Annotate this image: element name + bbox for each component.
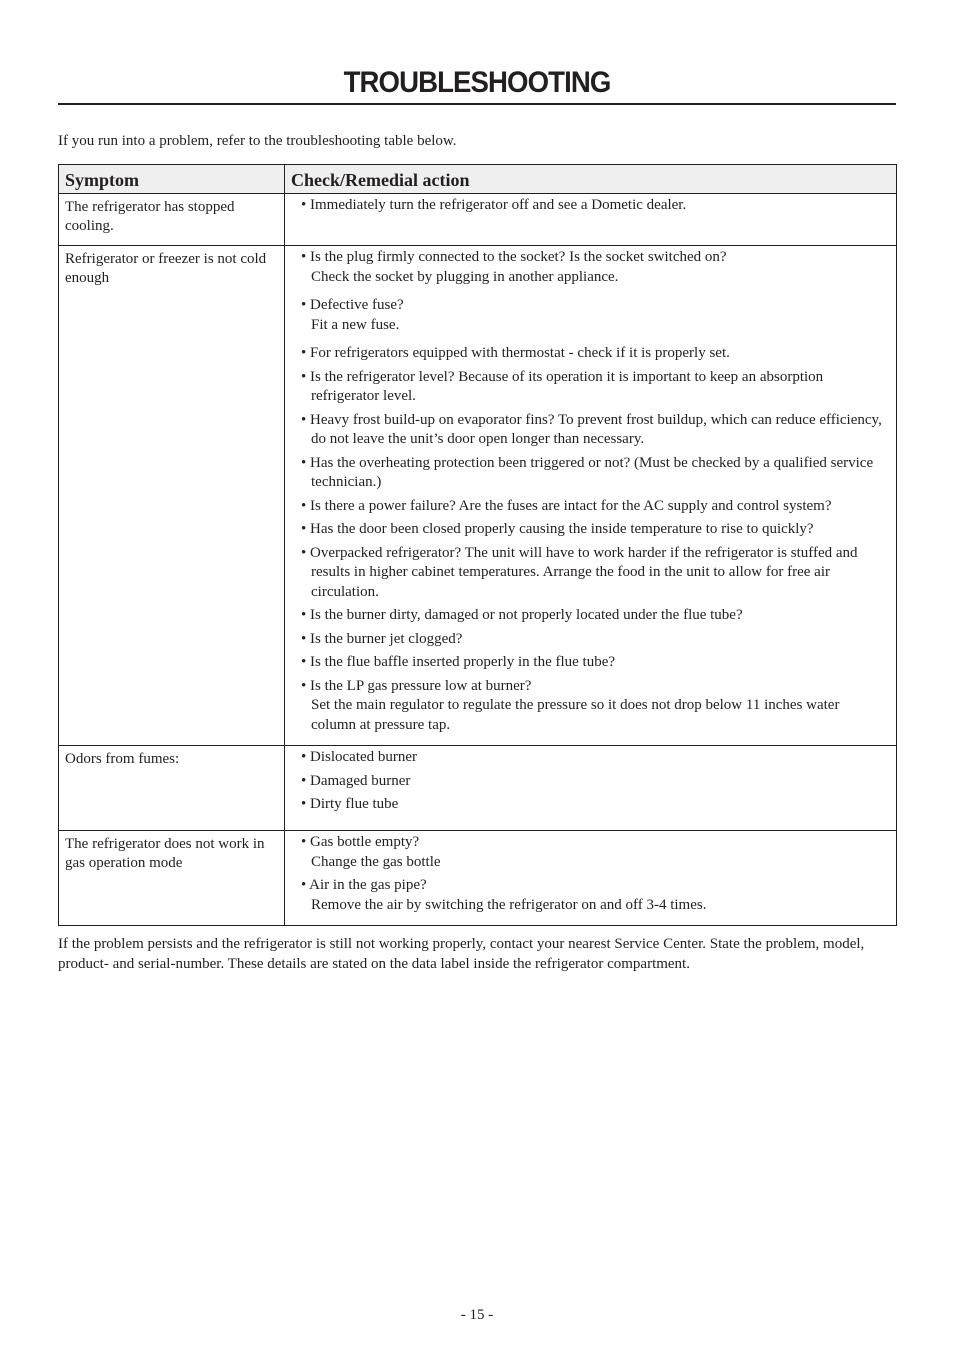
symptom-cell: The refrigerator has stopped cooling. — [59, 194, 285, 246]
action-column-header: Check/Remedial action — [285, 165, 897, 194]
action-item: • Dislocated burner — [301, 749, 418, 765]
action-item: • Air in the gas pipe? Remove the air by switching the refrigerator on and off 3-4 times. — [301, 877, 707, 913]
symptom-cell: Odors from fumes: — [59, 746, 285, 831]
action-item: • Is the refrigerator level? Because of its operation it is important to keep an absorption refrigerator level. — [301, 368, 824, 404]
symptom-cell: Refrigerator or freezer is not cold enough — [59, 246, 285, 746]
title-divider — [58, 103, 896, 105]
action-item: • Dirty flue tube — [301, 796, 399, 812]
table-header-row — [59, 165, 897, 194]
action-item: • Has the door been closed properly causing the inside temperature to rise to quickly? — [301, 521, 814, 537]
troubleshooting-table — [58, 164, 897, 926]
action-item: • Immediately turn the refrigerator off and see a Dometic dealer. — [301, 197, 687, 213]
closing-paragraph: If the problem persists and the refrigerator is still not working properly, contact your nearest Service Center. State the problem, model, product- and serial-number. These details are stated on the data label inside the refrigerator compartment. — [58, 936, 865, 972]
action-item: • Is the burner jet clogged? — [301, 630, 463, 647]
table-row — [59, 194, 897, 246]
action-item: • Overpacked refrigerator? The unit will have to work harder if the refrigerator is stuffed and results in higher cabinet temperatures. Arrange the food in the unit to allow for free air circulation. — [301, 544, 858, 600]
action-item: • Gas bottle empty? Change the gas bottle — [301, 834, 441, 870]
page-number: - 15 - — [460, 1307, 494, 1323]
action-item: • Has the overheating protection been triggered or not? (Must be checked by a qualified service technician.) — [301, 454, 874, 490]
action-item: • Damaged burner — [301, 772, 411, 789]
action-cell — [285, 746, 897, 831]
action-cell — [285, 194, 897, 246]
symptom-cell: The refrigerator does not work in gas operation mode — [59, 831, 285, 926]
action-cell — [285, 831, 897, 926]
action-item: • Is the flue baffle inserted properly in the flue tube? — [301, 654, 616, 670]
action-item: • Is the plug firmly connected to the socket? Is the socket switched on? Check the socket by plugging in another appliance. — [301, 249, 727, 285]
table-row — [59, 246, 897, 746]
symptom-column-header: Symptom — [59, 165, 285, 194]
action-item: • Is the LP gas pressure low at burner? Set the main regulator to regulate the pressure so it does not drop below 11 inches water column at pressure tap. — [301, 677, 840, 733]
action-item: • Is the burner dirty, damaged or not properly located under the flue tube? — [301, 607, 743, 623]
action-item: • For refrigerators equipped with thermostat - check if it is properly set. — [301, 345, 730, 361]
intro-paragraph: If you run into a problem, refer to the troubleshooting table below. — [58, 133, 457, 149]
action-item: • Heavy frost build-up on evaporator fins? To prevent frost buildup, which can reduce efficiency, do not leave the unit’s door open longer than necessary. — [301, 411, 882, 447]
table-row — [59, 831, 897, 926]
page-title: TROUBLESHOOTING — [343, 66, 611, 99]
action-item: • Defective fuse? Fit a new fuse. — [301, 297, 404, 333]
table-row — [59, 746, 897, 831]
action-cell — [285, 246, 897, 746]
action-item: • Is there a power failure? Are the fuses are intact for the AC supply and control system? — [301, 497, 832, 514]
